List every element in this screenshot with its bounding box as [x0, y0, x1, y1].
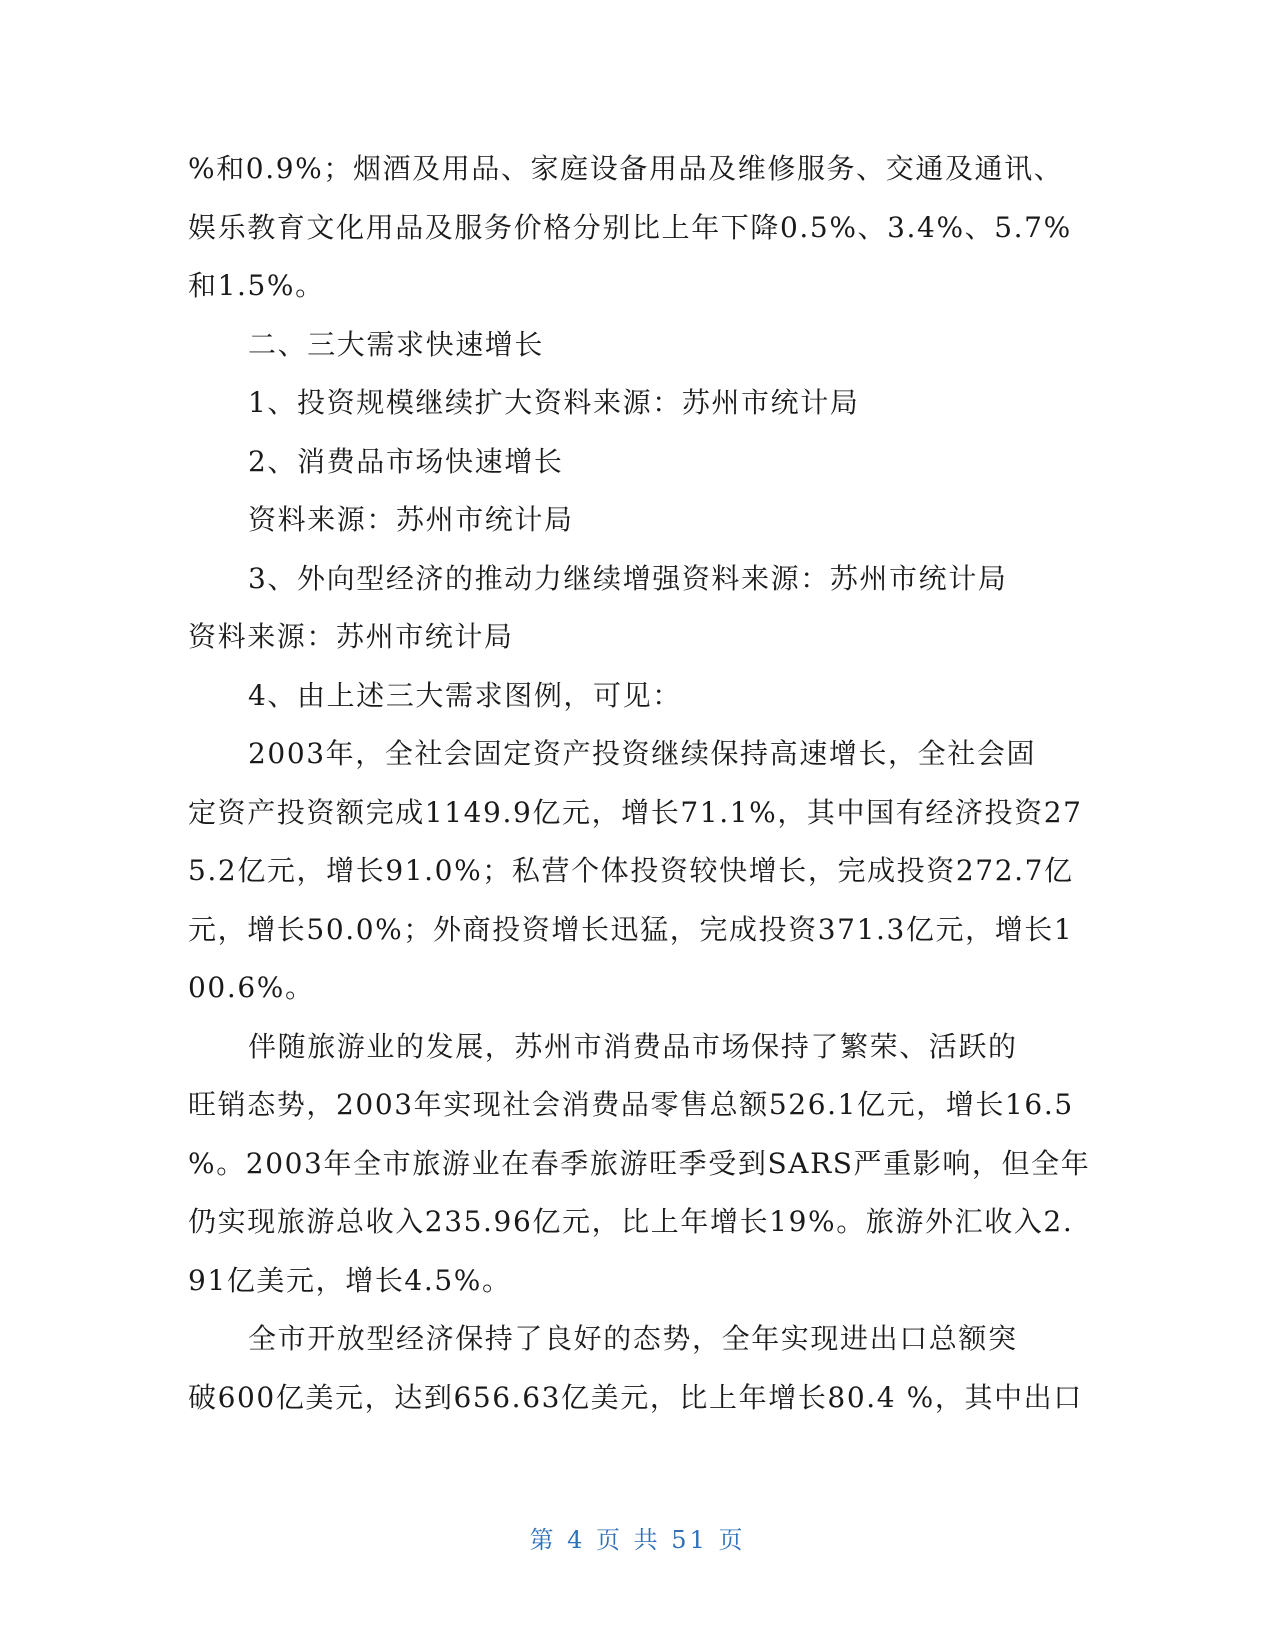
- text-line: %。2003年全市旅游业在春季旅游旺季受到SARS严重影响，但全年: [188, 1146, 1091, 1180]
- subheading-investment: 1、投资规模继续扩大资料来源：苏州市统计局: [248, 386, 860, 419]
- source-note: 资料来源：苏州市统计局: [248, 503, 574, 536]
- text-line: 5.2亿元，增长91.0%；私营个体投资较快增长，完成投资272.7亿: [188, 854, 1074, 887]
- text-line: 娱乐教育文化用品及服务价格分别比上年下降0.5%、3.4%、5.7%: [188, 210, 1072, 244]
- source-note: 资料来源：苏州市统计局: [188, 620, 514, 653]
- text-line: 定资产投资额完成1149.9亿元，增长71.1%，其中国有经济投资27: [188, 795, 1083, 829]
- text-line: 仍实现旅游总收入235.96亿元，比上年增长19%。旅游外汇收入2.: [188, 1205, 1074, 1238]
- text-line: 旺销态势，2003年实现社会消费品零售总额526.1亿元，增长16.5: [188, 1088, 1074, 1121]
- text-line: 元，增长50.0%；外商投资增长迅猛，完成投资371.3亿元，增长1: [188, 912, 1074, 946]
- subheading-summary: 4、由上述三大需求图例，可见：: [248, 678, 682, 712]
- text-line: 破600亿美元，达到656.63亿美元，比上年增长80.4 %，其中出口: [188, 1380, 1083, 1414]
- text-line: 91亿美元，增长4.5%。: [188, 1263, 512, 1297]
- text-line: %和0.9%；烟酒及用品、家庭设备用品及维修服务、交通及通讯、: [188, 152, 1064, 185]
- text-line: 00.6%。: [188, 971, 315, 1004]
- page-number: 第 4 页 共 51 页: [529, 1526, 746, 1554]
- text-line: 全市开放型经济保持了良好的态势，全年实现进出口总额突: [248, 1322, 1018, 1355]
- subheading-consumption: 2、消费品市场快速增长: [248, 444, 564, 478]
- subheading-export: 3、外向型经济的推动力继续增强资料来源：苏州市统计局: [248, 561, 1008, 595]
- text-line: 伴随旅游业的发展，苏州市消费品市场保持了繁荣、活跃的: [248, 1029, 1018, 1063]
- text-line: 2003年，全社会固定资产投资继续保持高速增长，全社会固: [248, 737, 1037, 770]
- text-line: 和1.5%。: [188, 269, 325, 302]
- section-heading: 二、三大需求快速增长: [248, 327, 545, 361]
- document-body: [188, 140, 1091, 1427]
